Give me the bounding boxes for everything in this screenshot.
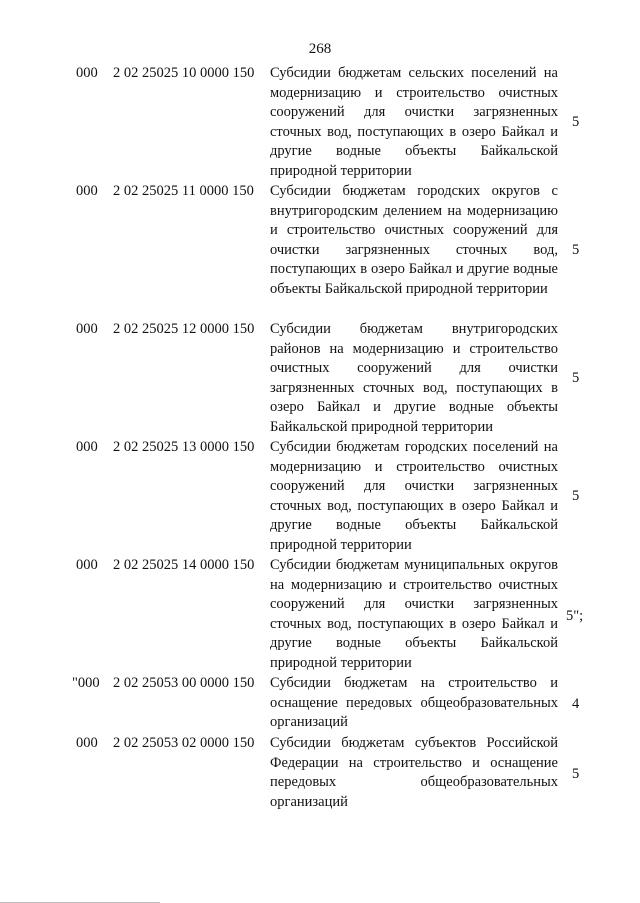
row-value: 5 [572,114,580,130]
admin-code: "000 [72,675,100,691]
budget-classification-code: 2 02 25025 11 0000 150 [113,183,254,199]
admin-code: 000 [76,321,98,337]
budget-classification-code: 2 02 25025 13 0000 150 [113,439,255,455]
row-description: Субсидии бюджетам на строительство и оснащение передовых общеобразовательных организаций [270,675,558,731]
row-value: 5 [572,766,580,782]
admin-code: 000 [76,65,98,81]
row-value: 5"; [566,608,584,624]
budget-classification-code: 2 02 25025 14 0000 150 [113,557,255,573]
row-description: Субсидии бюджетам субъектов Российской Федерации на строительство и оснащение передовых общеобразовательных организаций [270,735,558,810]
row-value: 5 [572,370,580,386]
row-description: Субсидии бюджетам сельских поселений на модернизацию и строительство очистных сооружений для очистки загрязненных сточных вод, поступающих в озеро Байкал и другие водные объекты Байкальской природной территории [270,65,558,179]
admin-code: 000 [76,439,98,455]
row-description: Субсидии бюджетам городских округов с внутригородским делением на модернизацию и строительство очистных сооружений для очистки загрязненных сточных вод, поступающих в озеро Байкал и другие водные объекты Байкальской природной территории [270,183,558,297]
row-value: 4 [572,696,580,712]
admin-code: 000 [76,557,98,573]
budget-classification-code: 2 02 25025 12 0000 150 [113,321,255,337]
row-description: Субсидии бюджетам городских поселений на модернизацию и строительство очистных сооружений для очистки загрязненных сточных вод, поступающих в озеро Байкал и другие водные объекты Байкальской природной территории [270,439,558,553]
row-description: Субсидии бюджетам внутригородских районов на модернизацию и строительство очистных сооружений для очистки загрязненных сточных вод, поступающих в озеро Байкал и другие водные объекты Байкальской природной территории [270,321,558,435]
budget-classification-code: 2 02 25025 10 0000 150 [113,65,255,81]
admin-code: 000 [76,735,98,751]
row-value: 5 [572,488,580,504]
admin-code: 000 [76,183,98,199]
page-number: 268 [308,41,332,57]
budget-classification-code: 2 02 25053 00 0000 150 [113,675,255,691]
row-value: 5 [572,242,580,258]
row-description: Субсидии бюджетам муниципальных округов на модернизацию и строительство очистных сооружений для очистки загрязненных сточных вод, поступающих в озеро Байкал и другие водные объекты Байкальской природной территории [270,557,558,671]
budget-classification-code: 2 02 25053 02 0000 150 [113,735,255,751]
